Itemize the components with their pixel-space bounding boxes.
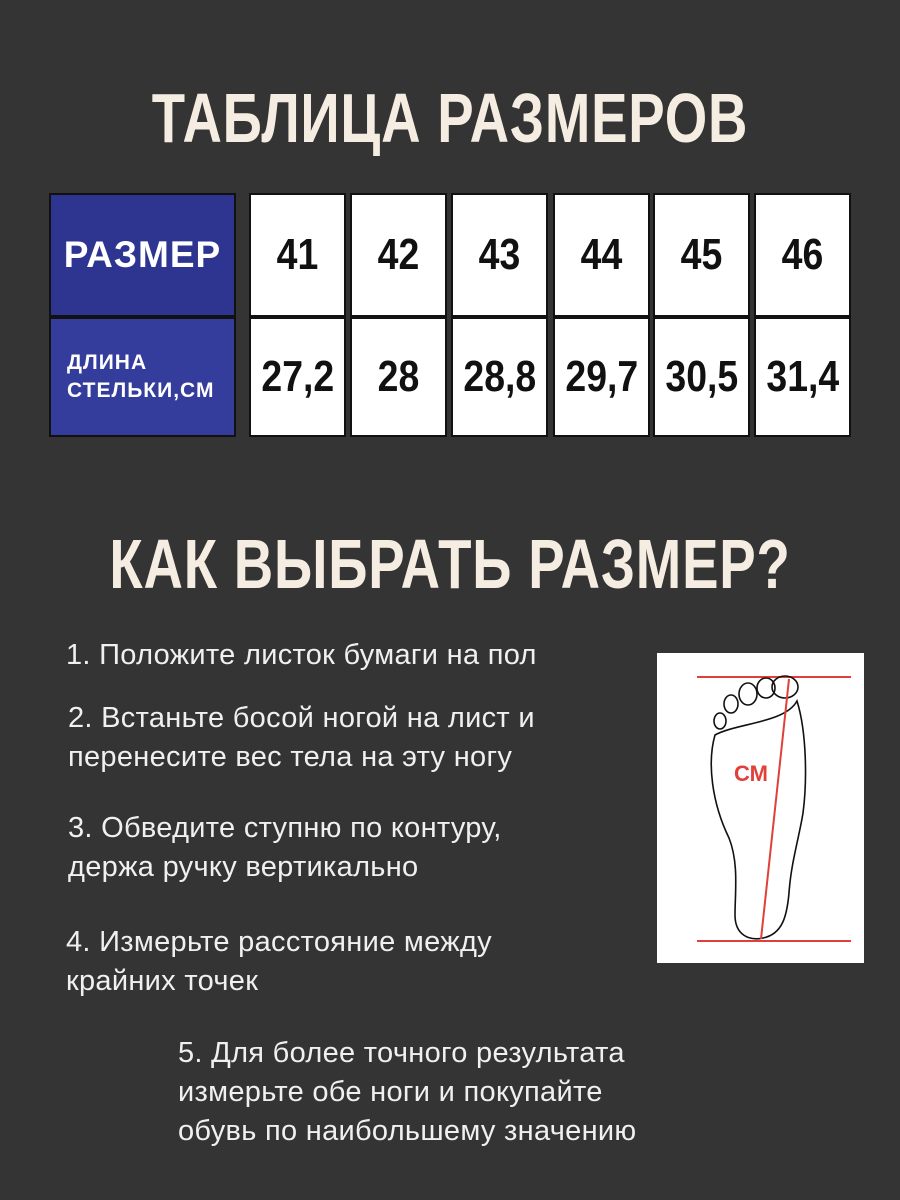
step-2: 2. Встаньте босой ногой на лист и перенесите вес тела на эту ногу xyxy=(68,702,535,773)
length-cell-43: 28,8 xyxy=(451,317,548,437)
size-table-title: ТАБЛИЦА РАЗМЕРОВ xyxy=(151,79,749,157)
step-1: 1. Положите листок бумаги на пол xyxy=(66,639,537,671)
step-5: 5. Для более точного результата измерьте обе ноги и покупайте обувь по наибольшему значению xyxy=(178,1037,637,1147)
length-cell-41: 27,2 xyxy=(249,317,346,437)
foot-measure-diagram xyxy=(657,653,864,963)
size-cell-45: 45 xyxy=(653,193,750,317)
size-cell-43: 43 xyxy=(451,193,548,317)
foot-outline-icon xyxy=(657,653,864,963)
length-cell-45: 30,5 xyxy=(653,317,750,437)
size-label: РАЗМЕР xyxy=(63,234,222,275)
size-cell-46: 46 xyxy=(754,193,851,317)
length-cell-46: 31,4 xyxy=(754,317,851,437)
insole-length-label-line1: ДЛИНА xyxy=(67,351,148,374)
size-label-cell xyxy=(49,193,236,317)
cm-label: СМ xyxy=(734,761,768,786)
insole-length-label-cell xyxy=(49,317,236,437)
size-cell-41: 41 xyxy=(249,193,346,317)
length-cell-42: 28 xyxy=(350,317,447,437)
how-to-choose-title: КАК ВЫБРАТЬ РАЗМЕР? xyxy=(109,525,791,603)
length-cell-44: 29,7 xyxy=(553,317,650,437)
step-3: 3. Обведите ступню по контуру, держа ручку вертикально xyxy=(68,812,502,883)
insole-length-label-line2: СТЕЛЬКИ,СМ xyxy=(67,379,215,402)
size-cell-44: 44 xyxy=(553,193,650,317)
step-4: 4. Измерьте расстояние между крайних точек xyxy=(66,926,492,997)
size-cell-42: 42 xyxy=(350,193,447,317)
